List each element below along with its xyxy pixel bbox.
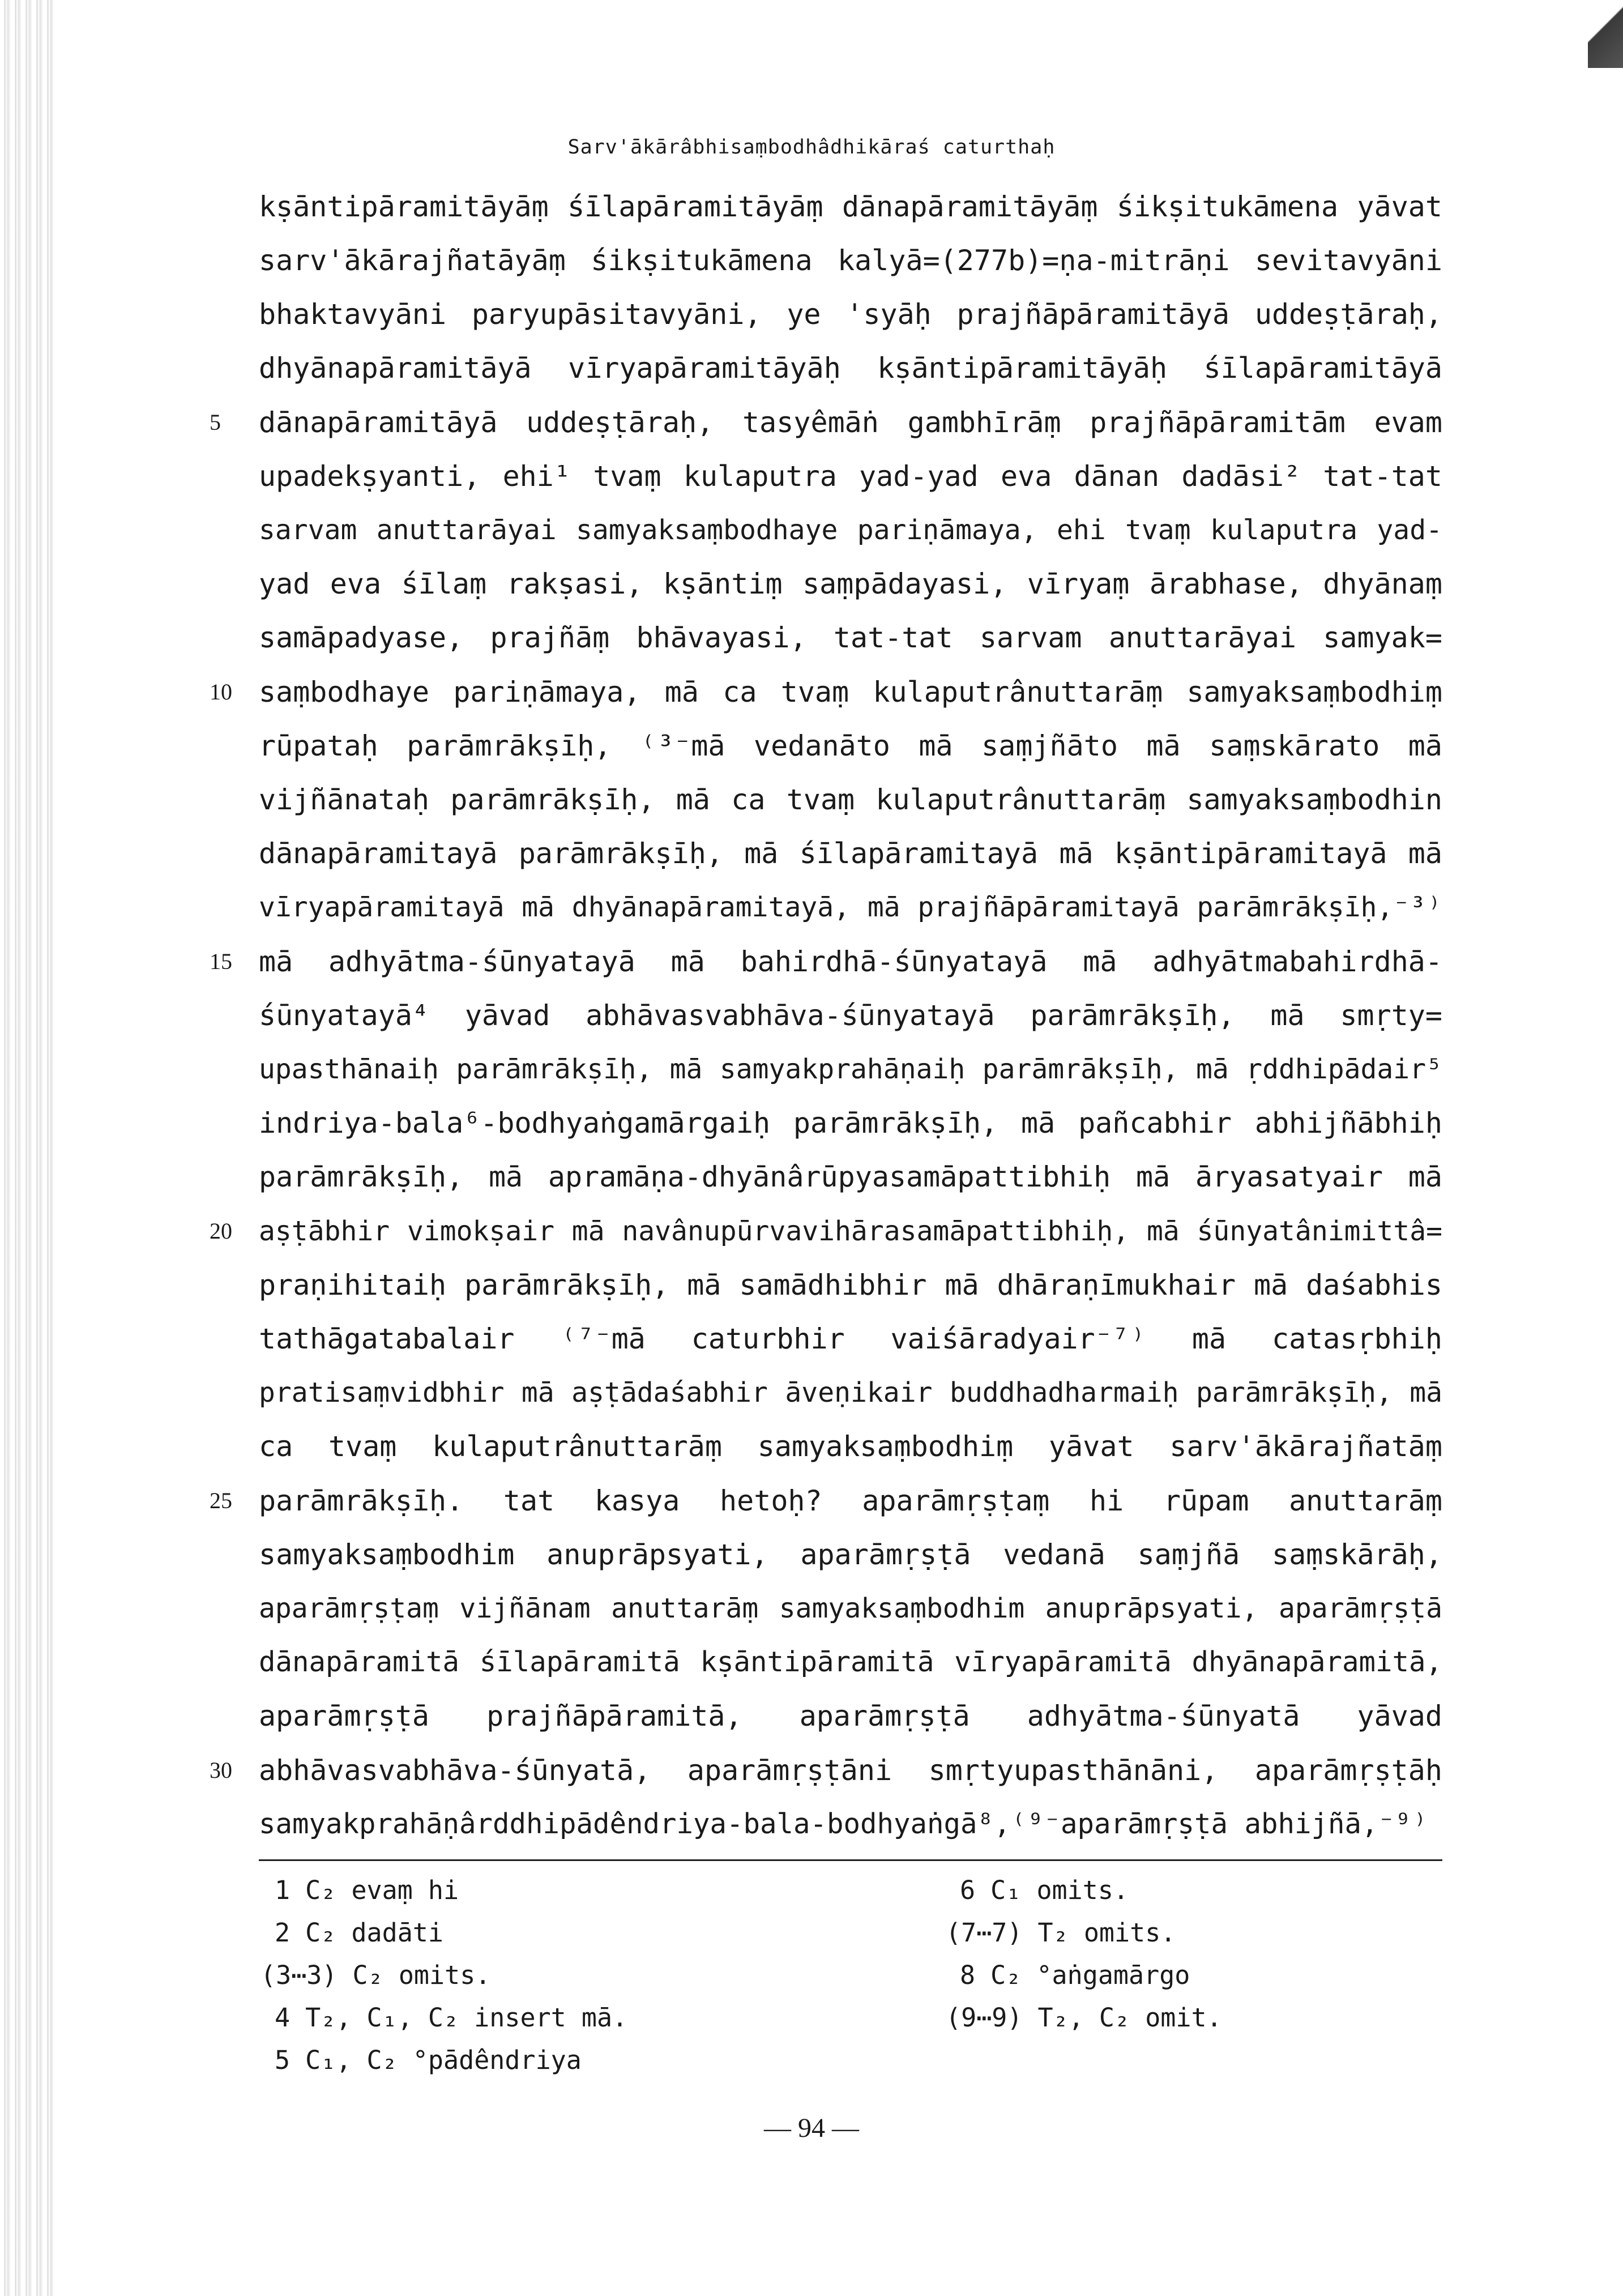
text-line: samyaksaṃbodhim anuprāpsyati, aparāmṛṣṭā vedanā saṃjñā saṃskārāḥ, [259,1538,1442,1571]
scan-corner-mark [1588,0,1623,68]
text-line: pratisaṃvidbhir mā aṣṭādaśabhir āveṇikair buddhadharmaiḥ parāmrākṣīḥ, mā [259,1377,1442,1409]
footnote: (3⋯3) C₂ omits. [260,1960,491,1990]
text-line: mā adhyātma-śūnyatayā mā bahirdhā-śūnyatayā mā adhyātmabahirdhā- [259,945,1442,978]
text-line: sarv'ākārajñatāyāṃ śikṣitukāmena kalyā=(277b)=ṇa-mitrāṇi sevitavyāni [259,244,1442,277]
text-line: indriya-bala⁶-bodhyaṅgamārgaiḥ parāmrākṣīḥ, mā pañcabhir abhijñābhiḥ [259,1107,1442,1140]
text-line: samyakprahāṇârddhipādêndriya-bala-bodhyaṅgā⁸,⁽⁹⁻aparāmṛṣṭā abhijñā,⁻⁹⁾ [259,1808,1429,1840]
footnote: 4 T₂, C₁, C₂ insert mā. [275,2003,628,2033]
line-number: 15 [210,949,232,974]
text-line: abhāvasvabhāva-śūnyatā, aparāmṛṣṭāni smṛtyupasthānāni, aparāmṛṣṭāḥ [259,1754,1442,1787]
book-binding-edge [0,0,54,2296]
text-line: upasthānaiḥ parāmrākṣīḥ, mā samyakprahāṇaiḥ parāmrākṣīḥ, mā ṛddhipādair⁵ [259,1053,1442,1085]
text-line: sarvam anuttarāyai samyaksaṃbodhaye pariṇāmaya, ehi tvaṃ kulaputra yad- [259,514,1442,546]
text-line: aparāmṛṣṭā prajñāpāramitā, aparāmṛṣṭā adhyātma-śūnyatā yāvad [259,1700,1442,1732]
page-number: — 94 — [764,2113,859,2143]
text-line: dānapāramitā śīlapāramitā kṣāntipāramitā vīryapāramitā dhyānapāramitā, [259,1646,1442,1678]
text-line: samāpadyase, prajñāṃ bhāvayasi, tat-tat sarvam anuttarāyai samyak= [259,621,1442,654]
text-line: rūpataḥ parāmrākṣīḥ, ⁽³⁻mā vedanāto mā saṃjñāto mā saṃskārato mā [259,729,1442,762]
text-line: tathāgatabalair ⁽⁷⁻mā caturbhir vaiśāradyair⁻⁷⁾ mā catasṛbhiḥ [259,1322,1442,1355]
line-number: 20 [210,1218,232,1244]
line-number: 10 [210,679,232,705]
text-line: bhaktavyāni paryupāsitavyāni, ye 'syāḥ prajñāpāramitāyā uddeṣṭāraḥ, [259,298,1442,331]
text-line: śūnyatayā⁴ yāvad abhāvasvabhāva-śūnyatayā parāmrākṣīḥ, mā smṛty= [259,999,1442,1032]
text-line: dānapāramitayā parāmrākṣīḥ, mā śīlapāramitayā mā kṣāntipāramitayā mā [259,837,1442,870]
text-line: yad eva śīlaṃ rakṣasi, kṣāntiṃ saṃpādayasi, vīryaṃ ārabhase, dhyānaṃ [259,567,1442,600]
footnote: (9⋯9) T₂, C₂ omit. [946,2003,1222,2033]
footnote: 8 C₂ °aṅgamārgo [960,1960,1190,1990]
line-number: 25 [210,1488,232,1513]
running-head: Sarv'ākārâbhisaṃbodhâdhikāraś caturthaḥ [567,136,1056,159]
text-line: aparāmṛṣṭaṃ vijñānam anuttarāṃ samyaksaṃbodhim anuprāpsyati, aparāmṛṣṭā [259,1593,1442,1624]
text-line: vīryapāramitayā mā dhyānapāramitayā, mā prajñāpāramitayā parāmrākṣīḥ,⁻³⁾ [259,891,1442,923]
line-number: 5 [210,409,221,435]
text-line: kṣāntipāramitāyāṃ śīlapāramitāyāṃ dānapāramitāyāṃ śikṣitukāmena yāvat [259,190,1442,223]
text-line: vijñānataḥ parāmrākṣīḥ, mā ca tvaṃ kulaputrânuttarāṃ samyaksaṃbodhin [259,783,1442,816]
footnote: 1 C₂ evaṃ hi [275,1875,459,1905]
footnote: 6 C₁ omits. [960,1875,1129,1905]
text-line: dhyānapāramitāyā vīryapāramitāyāḥ kṣāntipāramitāyāḥ śīlapāramitāyā [259,352,1442,385]
text-line: upadekṣyanti, ehi¹ tvaṃ kulaputra yad-yad eva dānan dadāsi² tat-tat [259,460,1442,493]
text-line: aṣṭābhir vimokṣair mā navânupūrvavihārasamāpattibhiḥ, mā śūnyatânimittâ= [259,1215,1442,1247]
line-number: 30 [210,1757,232,1783]
footnote-rule [259,1859,1442,1861]
text-line: saṃbodhaye pariṇāmaya, mā ca tvaṃ kulaputrânuttarāṃ samyaksaṃbodhiṃ [259,676,1442,709]
footnote: 2 C₂ dadāti [275,1918,444,1948]
text-line: praṇihitaiḥ parāmrākṣīḥ, mā samādhibhir mā dhāraṇīmukhair mā daśabhis [259,1269,1442,1301]
text-line: ca tvaṃ kulaputrânuttarāṃ samyaksaṃbodhiṃ yāvat sarv'ākārajñatāṃ [259,1430,1442,1463]
footnote: 5 C₁, C₂ °pādêndriya [275,2045,582,2075]
text-line: parāmrākṣīḥ. tat kasya hetoḥ? aparāmṛṣṭaṃ hi rūpam anuttarāṃ [259,1484,1442,1517]
text-line: parāmrākṣīḥ, mā apramāṇa-dhyānârūpyasamāpattibhiḥ mā āryasatyair mā [259,1160,1442,1193]
text-line: dānapāramitāyā uddeṣṭāraḥ, tasyêmāṅ gambhīrāṃ prajñāpāramitām evam [259,406,1442,439]
footnote: (7⋯7) T₂ omits. [946,1918,1176,1948]
